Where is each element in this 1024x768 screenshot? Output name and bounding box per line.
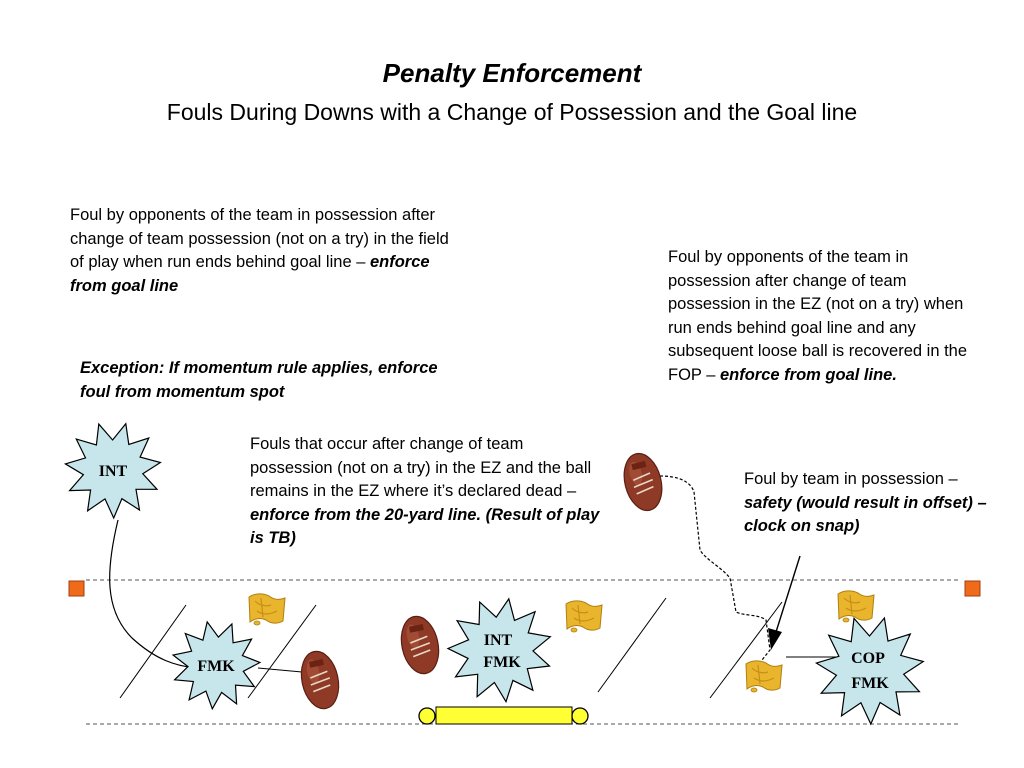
note-top-left-text: Foul by opponents of the team in possession after change of team possession (not on a try) in the field of play when run ends behind goal line – xyxy=(70,206,449,271)
slide-title: Penalty Enforcement xyxy=(382,58,642,88)
int-run-path xyxy=(110,520,196,668)
note-top-right-text: Foul by opponents of the team in possession after change of team possession in the EZ (not on a try) when run ends behind goal line and any subsequent loose ball is recovered in the FOP – xyxy=(668,248,968,384)
badge-int xyxy=(65,424,160,518)
badge-cop-fmk xyxy=(816,618,923,724)
note-top-right-emphasis: enforce from goal line. xyxy=(719,365,897,384)
note-middle xyxy=(250,433,602,551)
football-icon xyxy=(396,613,443,677)
badge-int-fmk-line2: FMK xyxy=(483,654,521,671)
pylon-left xyxy=(69,581,84,596)
note-right xyxy=(744,468,996,539)
note-top-left xyxy=(70,204,460,298)
badge-fmk-label: FMK xyxy=(197,658,235,675)
goalpost-upright-left xyxy=(419,708,435,724)
badge-fmk xyxy=(173,622,260,709)
fmk-connector xyxy=(258,668,302,672)
note-right-emphasis: safety (would result in offset) – clock on snap) xyxy=(744,493,987,535)
penalty-flag-icon xyxy=(838,591,874,622)
note-top-right xyxy=(668,246,990,387)
penalty-flag-icon xyxy=(249,594,285,625)
football-icon xyxy=(619,450,668,515)
pointer-line xyxy=(776,556,800,632)
note-middle-text: Fouls that occur after change of team possession (not on a try) in the EZ and the ball remains in the EZ where it’s declared dead – xyxy=(250,435,592,500)
note-right-text: Foul by team in possession – xyxy=(744,470,958,488)
slide-subtitle: Fouls During Downs with a Change of Possession and the Goal line xyxy=(166,99,858,125)
goalpost-crossbar xyxy=(436,707,572,724)
note-middle-emphasis: enforce from the 20-yard line. (Result of play is TB) xyxy=(250,505,600,547)
penalty-flag-icon xyxy=(566,601,602,632)
football-icon xyxy=(296,648,343,712)
badge-int-fmk-line1: INT xyxy=(483,632,513,649)
badge-cop-fmk-line2: FMK xyxy=(851,675,889,692)
goalpost-upright-right xyxy=(572,708,588,724)
badge-int-fmk xyxy=(448,599,550,702)
badge-cop-fmk-line1: COP xyxy=(851,650,885,667)
note-top-left-emphasis: enforce from goal line xyxy=(70,253,430,295)
badge-int-label: INT xyxy=(98,463,128,480)
pylon-right xyxy=(965,581,980,596)
penalty-flag-icon xyxy=(746,661,782,692)
note-exception: Exception: If momentum rule applies, enforce foul from momentum spot xyxy=(80,359,438,401)
